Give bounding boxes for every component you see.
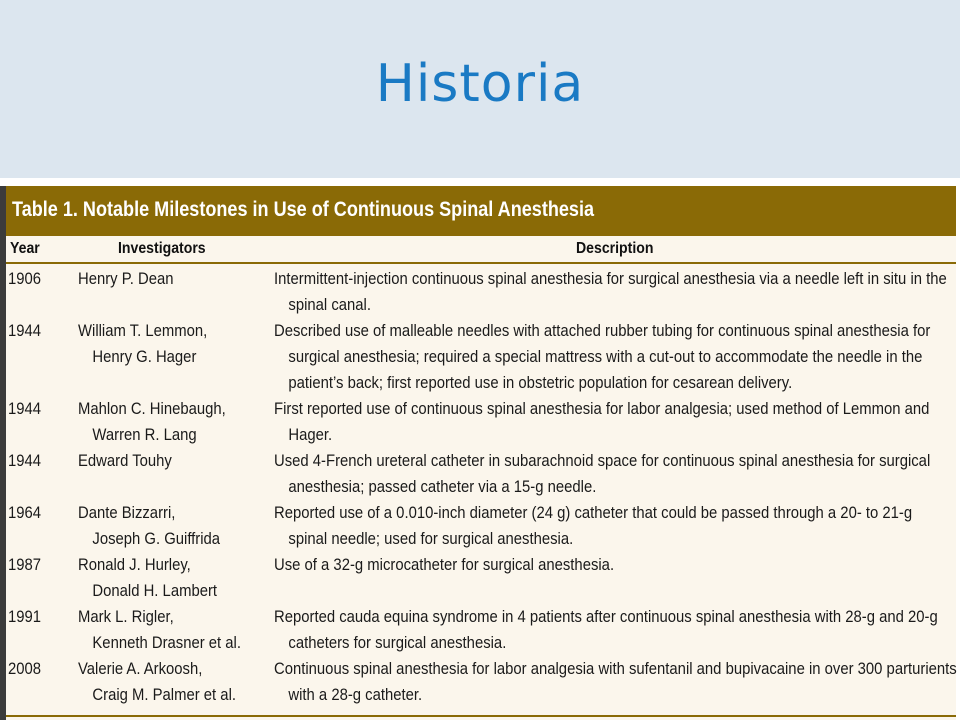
- description-line: patient’s back; first reported use in obstetric population for cesarean delivery.: [288, 374, 793, 392]
- description-line: Used 4-French ureteral catheter in subarachnoid space for continuous spinal anesthesia for surgical: [274, 452, 931, 470]
- description-line: Continuous spinal anesthesia for labor analgesia with sufentanil and bupivacaine in over 300 parturients: [274, 660, 957, 678]
- table-row: [6, 656, 956, 708]
- year-cell: 2008: [8, 660, 42, 678]
- table-row: [6, 552, 956, 604]
- year-cell: 1944: [8, 322, 42, 340]
- investigators-cell: [78, 552, 217, 604]
- investigator: Joseph G. Guiffrida: [92, 530, 221, 548]
- table-row: [6, 604, 956, 656]
- description-line: Reported use of a 0.010-inch diameter (24 g) catheter that could be passed through a 20- to 21-g: [274, 504, 913, 522]
- year-cell: 1991: [8, 608, 42, 626]
- table-row: [6, 500, 956, 552]
- investigators-cell: [78, 604, 241, 656]
- description-line: Reported cauda equina syndrome in 4 patients after continuous spinal anesthesia with 28-g and 20-g: [274, 608, 938, 626]
- description-line: First reported use of continuous spinal anesthesia for labor analgesia; used method of Lemmon and: [274, 400, 930, 418]
- table-body: [6, 266, 956, 708]
- year-cell: 1964: [8, 504, 42, 522]
- header-year: Year: [10, 240, 40, 257]
- description-line: spinal needle; used for surgical anesthesia.: [288, 530, 574, 548]
- description-cell: [274, 500, 912, 552]
- description-line: spinal canal.: [288, 296, 371, 314]
- investigators-cell: [78, 500, 220, 552]
- description-cell: [274, 656, 957, 708]
- description-line: with a 28-g catheter.: [288, 686, 423, 704]
- year-cell: 1987: [8, 556, 42, 574]
- investigator: William T. Lemmon,: [78, 322, 208, 340]
- investigators-cell: [78, 656, 236, 708]
- investigator: Mahlon C. Hinebaugh,: [78, 400, 226, 418]
- investigator: Henry P. Dean: [78, 270, 174, 288]
- header-description: Description: [576, 240, 654, 257]
- description-line: anesthesia; passed catheter via a 15-g needle.: [288, 478, 597, 496]
- table-bottom-rule: [6, 715, 956, 717]
- investigator: Kenneth Drasner et al.: [92, 634, 241, 652]
- milestones-table: [6, 186, 956, 720]
- investigator: Warren R. Lang: [92, 426, 197, 444]
- table-caption: Table 1. Notable Milestones in Use of Continuous Spinal Anesthesia: [12, 198, 595, 221]
- investigators-cell: [78, 318, 207, 370]
- description-cell: [274, 604, 938, 656]
- investigators-cell: [78, 396, 226, 448]
- description-line: Described use of malleable needles with attached rubber tubing for continuous spinal anesthesia for: [274, 322, 931, 340]
- year-cell: 1906: [8, 270, 42, 288]
- investigator: Dante Bizzarri,: [78, 504, 176, 522]
- header-investigators: Investigators: [118, 240, 206, 257]
- table-row: [6, 448, 956, 500]
- table-caption-banner: [6, 186, 956, 236]
- table-row: [6, 318, 956, 396]
- description-line: Intermittent-injection continuous spinal anesthesia for surgical anesthesia via a needle left in situ in the: [274, 270, 947, 288]
- description-line: catheters for surgical anesthesia.: [288, 634, 507, 652]
- investigator: Donald H. Lambert: [92, 582, 218, 600]
- description-cell: [274, 396, 929, 448]
- investigator: Ronald J. Hurley,: [78, 556, 191, 574]
- investigator: Craig M. Palmer et al.: [92, 686, 236, 704]
- year-cell: 1944: [8, 452, 42, 470]
- investigator: Edward Touhy: [78, 452, 172, 470]
- description-cell: [274, 266, 947, 318]
- investigators-cell: [78, 266, 173, 292]
- description-line: surgical anesthesia; required a special mattress with a cut-out to accommodate the needle in the: [288, 348, 923, 366]
- description-cell: [274, 448, 930, 500]
- table-row: [6, 396, 956, 448]
- investigator: Valerie A. Arkoosh,: [78, 660, 203, 678]
- description-line: Use of a 32-g microcatheter for surgical anesthesia.: [274, 556, 615, 574]
- slide-header: [0, 0, 960, 178]
- slide-title: Historia: [375, 54, 585, 114]
- investigator: Henry G. Hager: [92, 348, 197, 366]
- description-cell: [274, 318, 930, 396]
- investigator: Mark L. Rigler,: [78, 608, 174, 626]
- investigators-cell: [78, 448, 172, 474]
- table-row: [6, 266, 956, 318]
- year-cell: 1944: [8, 400, 42, 418]
- description-cell: [274, 552, 614, 578]
- description-line: Hager.: [288, 426, 333, 444]
- table-header-row: [6, 238, 956, 264]
